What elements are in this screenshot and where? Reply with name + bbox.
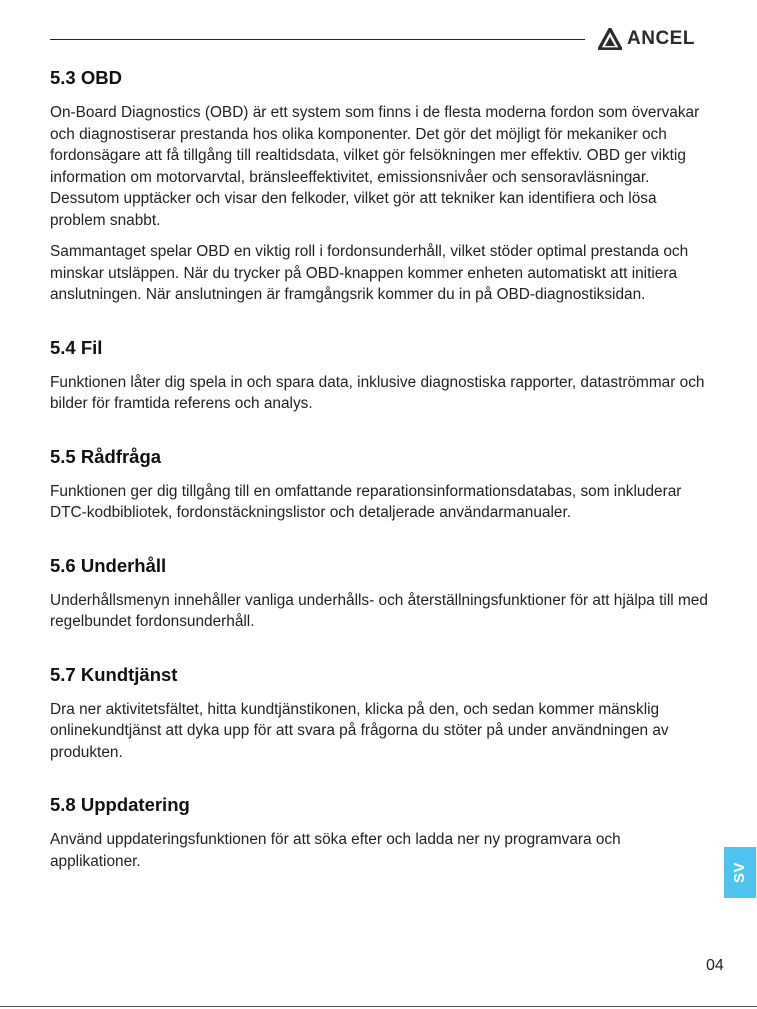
footer-divider	[0, 1006, 757, 1007]
document-body	[50, 66, 710, 872]
language-tab-label: SV	[731, 861, 749, 884]
section-kundtjanst	[50, 663, 710, 764]
section-fil	[50, 336, 710, 415]
paragraph: Underhållsmenyn innehåller vanliga underhålls- och återställningsfunktioner för att hjälpa till med regelbundet fordonsunderhåll.	[50, 591, 708, 630]
header-divider	[50, 39, 585, 40]
section-obd	[50, 66, 710, 306]
paragraph: Dra ner aktivitetsfältet, hitta kundtjänstikonen, klicka på den, och sedan kommer mänsklig onlinekundtjänst att dyka upp för att svara på frågorna du stöter på under användningen av produkten.	[50, 700, 669, 761]
section-title: 5.6 Underhåll	[50, 554, 167, 576]
section-uppdatering	[50, 793, 710, 872]
brand-name: ANCEL	[627, 28, 695, 49]
page-number: 04	[706, 957, 724, 974]
ancel-logo-icon	[598, 28, 622, 50]
brand-logo	[598, 26, 695, 52]
section-radfraga	[50, 445, 710, 524]
section-title: 5.5 Rådfråga	[50, 445, 162, 467]
section-title: 5.7 Kundtjänst	[50, 663, 178, 685]
section-title: 5.3 OBD	[50, 67, 122, 88]
section-title: 5.4 Fil	[50, 336, 103, 358]
paragraph: On-Board Diagnostics (OBD) är ett system som finns i de flesta moderna fordon som övervakar och diagnostiserar prestanda hos olika komponenter. Det gör det möjligt för mekaniker och fordonsägare att få tillgång till realtidsdata, vilket gör felsökningen mer effektiv. OBD ger viktig information om motorvarvtal, bränsleeffektivitet, emissionsnivåer och sensoravläsningar. Dessutom upptäcker och visar den felkoder, vilket gör att tekniker kan identifiera och lösa problem snabbt.	[50, 104, 700, 229]
paragraph: Funktionen ger dig tillgång till en omfattande reparationsinformationsdatabas, som inkluderar DTC-kodbibliotek, fordonstäckningslistor och detaljerade användarmanualer.	[50, 482, 682, 521]
paragraph: Funktionen låter dig spela in och spara data, inklusive diagnostiska rapporter, dataströmmar och bilder för framtida referens och analys.	[50, 373, 705, 412]
paragraph: Använd uppdateringsfunktionen för att söka efter och ladda ner ny programvara och applikationer.	[50, 831, 621, 870]
language-tab	[724, 847, 756, 898]
section-title: 5.8 Uppdatering	[50, 794, 190, 815]
paragraph: Sammantaget spelar OBD en viktig roll i fordonsunderhåll, vilket stöder optimal prestanda och minskar utsläppen. När du trycker på OBD-knappen kommer enheten automatiskt att initiera anslutningen. När anslutningen är framgångsrik kommer du in på OBD-diagnostiksidan.	[50, 243, 689, 303]
section-underhall	[50, 554, 710, 633]
